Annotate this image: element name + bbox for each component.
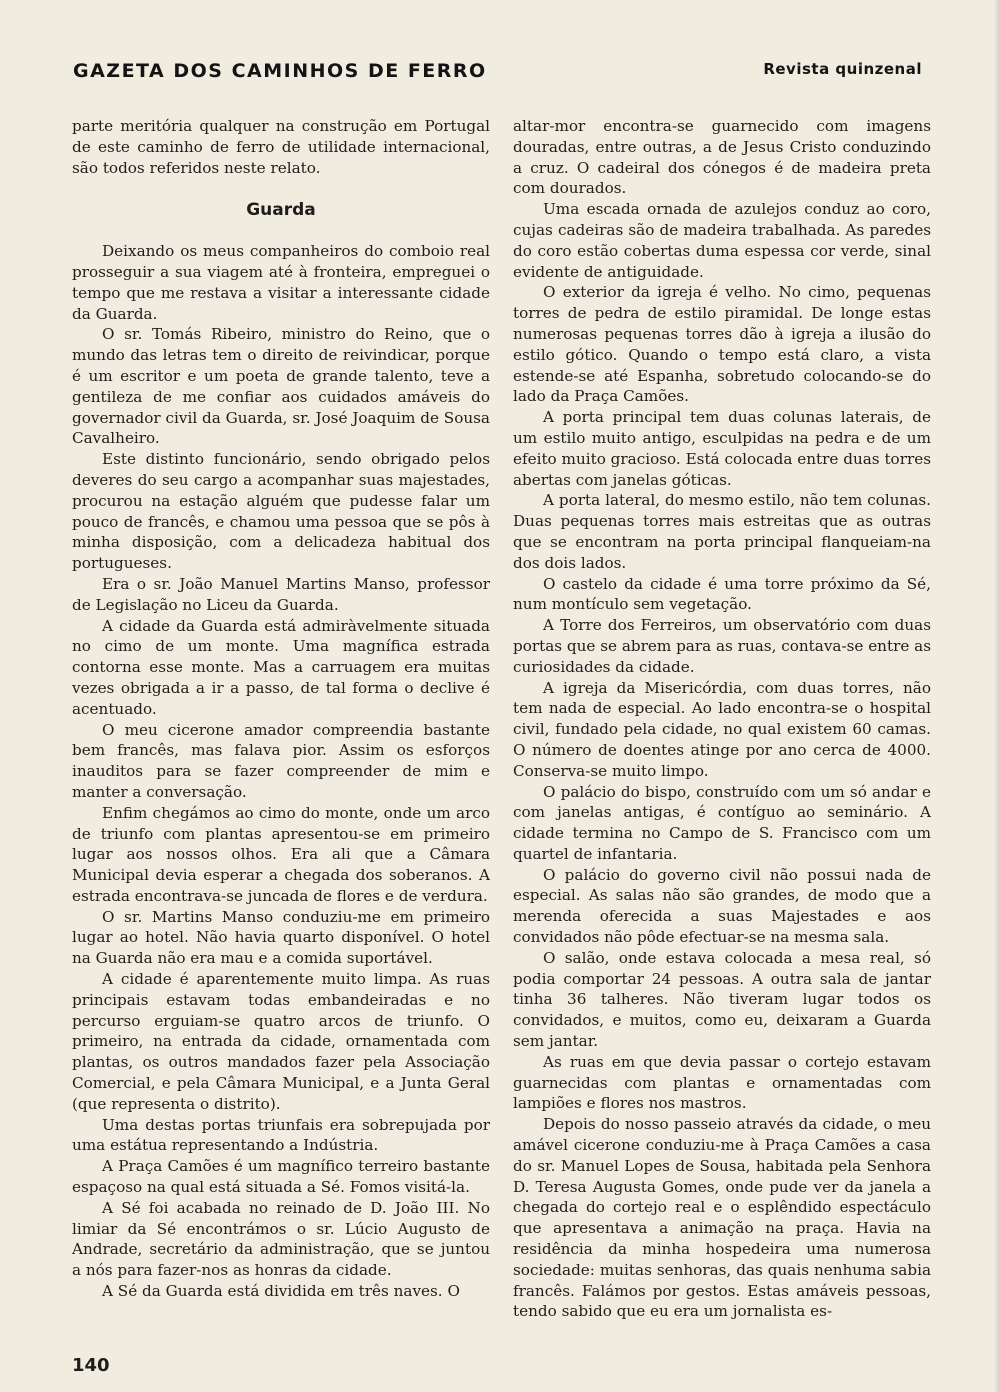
paragraph: A Sé da Guarda está dividida em três naves. O <box>102 1282 460 1301</box>
paragraph: Uma destas portas triunfais era sobrepujada por uma estátua representando a Indústria. <box>72 1115 490 1155</box>
paragraph: O meu cicerone amador compreendia bastante bem francês, mas falava pior. Assim os esforços inauditos para se fazer compreender de mim e manter a conversação. <box>72 720 490 801</box>
paragraph: A porta lateral, do mesmo estilo, não tem colunas. Duas pequenas torres mais estreitas que as outras que se encontram na porta principal flanqueiam-na dos dois lados. <box>513 491 931 572</box>
header-title: GAZETA DOS CAMINHOS DE FERRO <box>73 60 487 82</box>
paragraph: O sr. Tomás Ribeiro, ministro do Reino, que o mundo das letras tem o direito de reivindicar, porque é um escritor e um poeta de grande talento, teve a gentileza de me confiar aos cuidados amáveis do governador civil da Guarda, sr. José Joaquim de Sousa Cavalheiro. <box>72 325 490 448</box>
page-number: 140 <box>72 1355 110 1376</box>
left-column <box>72 116 490 1302</box>
paragraph: A Praça Camões é um magnífico terreiro bastante espaçoso na qual está situada a Sé. Fomos visitá-la. <box>72 1157 490 1197</box>
right-continuation: altar-mor encontra-se guarnecido com imagens douradas, entre outras, a de Jesus Cristo conduzindo a cruz. O cadeiral dos cónegos é de madeira preta com dourados. <box>513 117 931 198</box>
paragraph: As ruas em que devia passar o cortejo estavam guarnecidas com plantas e ornamentadas com lampiões e flores nos mastros. <box>513 1052 931 1113</box>
section-heading: Guarda <box>246 200 316 221</box>
paragraph: A Sé foi acabada no reinado de D. João III. No limiar da Sé encontrámos o sr. Lúcio Augusto de Andrade, secretário da administração, que se juntou a nós para fazer-nos as honras da cidade. <box>72 1198 490 1280</box>
paragraph: Deixando os meus companheiros do comboio real prosseguir a sua viagem até à fronteira, empreguei o tempo que me restava a visitar a interessante cidade da Guarda. <box>72 242 490 323</box>
paragraph: Enfim chegámos ao cimo do monte, onde um arco de triunfo com plantas apresentou-se em primeiro lugar aos nossos olhos. Era ali que a Câmara Municipal devia esperar a chegada dos soberanos. A estrada encontrava-se juncada de flores e de verdura. <box>72 803 490 905</box>
paragraph: O exterior da igreja é velho. No cimo, pequenas torres de pedra de estilo piramidal. De longe estas numerosas pequenas torres dão à igreja a ilusão do estilo gótico. Quando o tempo está claro, a vista estende-se até Espanha, sobretudo colocando-se do lado da Praça Camões. <box>513 283 931 406</box>
paragraph: O palácio do bispo, construído com um só andar e com janelas antigas, é contíguo ao seminário. A cidade termina no Campo de S. Francisco com um quartel de infantaria. <box>513 782 931 863</box>
paragraph: O palácio do governo civil não possui nada de especial. As salas não são grandes, de modo que a merenda oferecida a suas Majestades e aos convidados não pôde efectuar-se na mesma sala. <box>513 865 931 947</box>
page-edge-shadow <box>994 0 1000 1392</box>
paragraph: O castelo da cidade é uma torre próximo da Sé, num montículo sem vegetação. <box>513 574 931 614</box>
left-intro: parte meritória qualquer na construção em Portugal de este caminho de ferro de utilidade internacional, são todos referidos neste relato. <box>72 117 490 177</box>
paragraph: A porta principal tem duas colunas laterais, de um estilo muito antigo, esculpidas na pedra e de um efeito muito gracioso. Está colocada entre duas torres abertas com janelas góticas. <box>513 408 931 489</box>
paragraph: Depois do nosso passeio através da cidade, o meu amável cicerone conduziu-me à Praça Camões a casa do sr. Manuel Lopes de Sousa, habitada pela Senhora D. Teresa Augusta Gomes, onde pude ver da janela a chegada do cortejo real e o esplêndido espectáculo que apresentava a animação na praça. Havia na residência da minha hospedeira uma numerosa sociedade: muitas senhoras, das quais nenhuma sabia francês. Falámos por gestos. Estas amáveis pessoas, tendo sabido que eu era um jornalista es- <box>513 1115 931 1321</box>
paragraph: O sr. Martins Manso conduziu-me em primeiro lugar ao hotel. Não havia quarto disponível. O hotel na Guarda não era mau e a comida suportável. <box>72 907 490 968</box>
paragraph: Uma escada ornada de azulejos conduz ao coro, cujas cadeiras são de madeira trabalhada. As paredes do coro estão cobertas duma espessa cor verde, sinal evidente de antiguidade. <box>513 200 931 281</box>
header-subtitle: Revista quinzenal <box>763 60 922 78</box>
paragraph: A cidade da Guarda está admiràvelmente situada no cimo de um monte. Uma magnífica estrada contorna esse monte. Mas a carruagem era muitas vezes obrigada a ir a passo, de tal forma o declive é acentuado. <box>72 616 490 718</box>
paragraph: A Torre dos Ferreiros, um observatório com duas portas que se abrem para as ruas, contava-se entre as curiosidades da cidade. <box>513 616 931 676</box>
paragraph: Este distinto funcionário, sendo obrigado pelos deveres do seu cargo a acompanhar suas majestades, procurou na estação alguém que pudesse falar um pouco de francês, e chamou uma pessoa que se pôs à minha disposição, com a delicadeza habitual dos portugueses. <box>72 450 490 573</box>
paragraph: Era o sr. João Manuel Martins Manso, professor de Legislação no Liceu da Guarda. <box>72 574 490 614</box>
paragraph: A igreja da Misericórdia, com duas torres, não tem nada de especial. Ao lado encontra-se o hospital civil, fundado pela cidade, no qual existem 60 camas. O número de doentes atinge por ano cerca de 4000. Conserva-se muito limpo. <box>513 678 931 780</box>
right-column <box>513 116 931 1322</box>
paragraph: A cidade é aparentemente muito limpa. As ruas principais estavam todas embandeiradas e no percurso erguiam-se quatro arcos de triunfo. O primeiro, na entrada da cidade, ornamentada com plantas, os outros mandados fazer pela Associação Comercial, e pela Câmara Municipal, e a Junta Geral (que representa o distrito). <box>72 970 490 1113</box>
paragraph: O salão, onde estava colocada a mesa real, só podia comportar 24 pessoas. A outra sala de jantar tinha 36 talheres. Não tiveram lugar todos os convidados, e muitos, como eu, deixaram a Guarda sem jantar. <box>513 948 931 1051</box>
